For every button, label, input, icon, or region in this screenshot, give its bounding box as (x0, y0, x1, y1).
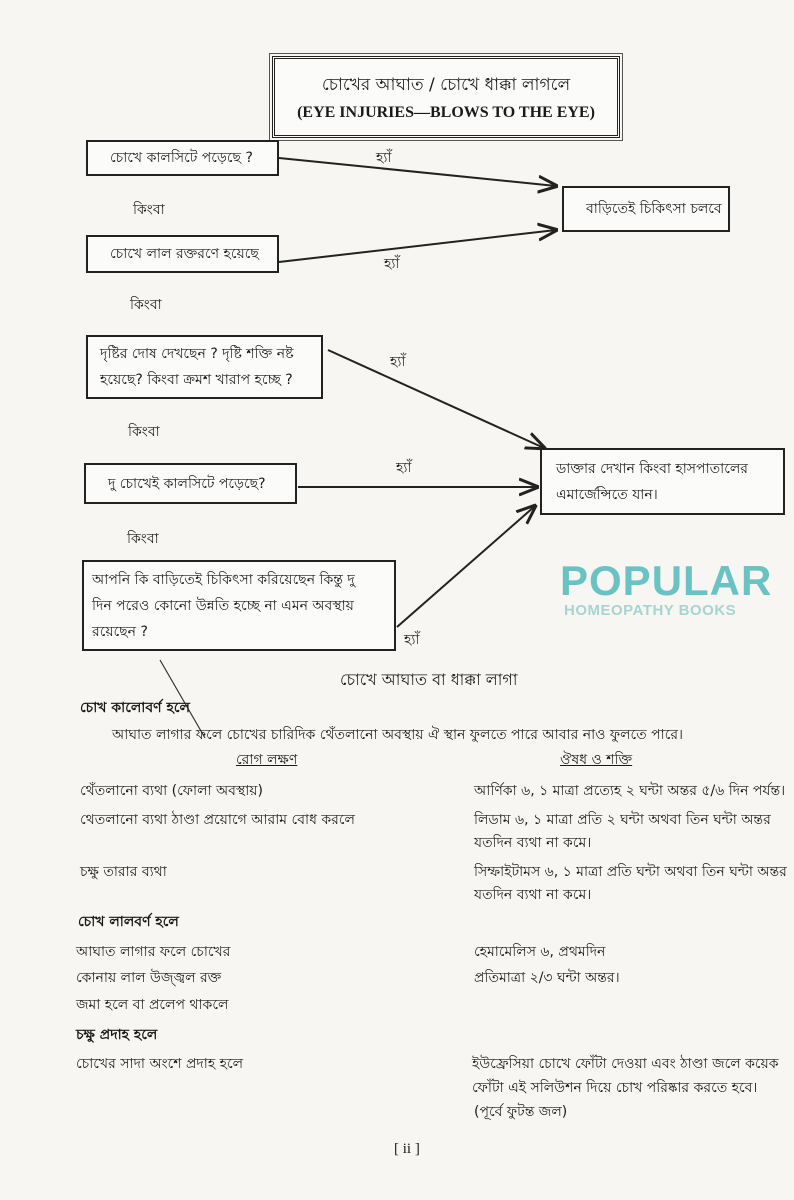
yes-label: হ্যাঁ (396, 460, 412, 476)
question-box-3 (86, 335, 323, 399)
medicine-text: লিডাম ৬, ১ মাত্রা প্রতি ২ ঘন্টা অথবা তিন ঘন্টা অন্তর (474, 812, 771, 828)
watermark-text: POPULAR (560, 557, 773, 604)
medicine-text: হেমামেলিস ৬, প্রথমদিন (474, 944, 606, 960)
question-text: দিন পরেও কোনো উন্নতি হচ্ছে না এমন অবস্থায় (92, 597, 354, 614)
medicine-text: ফোঁটা এই সলিউশন দিয়ে চোখ পরিষ্কার করতে হবে। (472, 1080, 758, 1096)
question-text: আপনি কি বাড়িতেই চিকিৎসা করিয়েছেন কিন্তু দু (92, 571, 355, 588)
symptom-text: জমা হলে বা প্রলেপ থাকলে (76, 997, 229, 1013)
medicine-text: যতদিন ব্যথা না কমে। (474, 887, 592, 903)
question-box-5 (82, 560, 396, 651)
title-box (272, 56, 620, 138)
symptom-text: থেতলানো ব্যথা ঠাণ্ডা প্রয়োগে আরাম বোধ করলে (80, 812, 355, 828)
medicine-text: যতদিন ব্যথা না কমে। (474, 835, 592, 851)
section-title: চোখে আঘাত বা ধাক্কা লাগা (340, 670, 518, 689)
or-label: কিংবা (133, 202, 165, 218)
or-label: কিংবা (130, 297, 162, 313)
subheading-inflammation: চক্ষু প্রদাহ হলে (76, 1027, 158, 1043)
yes-label: হ্যাঁ (390, 354, 406, 370)
outcome-doctor-text: এমার্জেন্সিতে যান। (556, 486, 658, 503)
arrow-q3-doctor (328, 350, 544, 448)
outcome-doctor-text: ডাক্তার দেখান কিংবা হাসপাতালের (556, 460, 748, 477)
arrow-q1-home (279, 158, 556, 186)
subheading-red-eye: চোখ লালবর্ণ হলে (78, 914, 179, 930)
outcome-doctor-box (540, 448, 785, 515)
arrow-q5-doctor (397, 506, 535, 627)
outcome-home-text: বাড়িতেই চিকিৎসা চলবে (586, 201, 722, 217)
question-text: দৃষ্টির দোষ দেখছেন ? দৃষ্টি শক্তি নষ্ট (100, 346, 294, 362)
symptom-text: কোনায় লাল উজ্জ্বল রক্ত (76, 970, 222, 986)
symptom-text: চোখের সাদা অংশে প্রদাহ হলে (76, 1056, 244, 1072)
symptom-text: আঘাত লাগার ফলে চোখের (76, 944, 231, 960)
question-box-1 (86, 140, 279, 176)
or-label: কিংবা (128, 424, 160, 440)
intro-text: আঘাত লাগার ফলে চোখের চারিদিক থেঁতলানো অবস্থায় ঐ স্থান ফুলতে পারে আবার নাও ফুলতে পারে। (112, 727, 684, 743)
question-text: দু চোখেই কালসিটে পড়েছে? (108, 475, 266, 492)
watermark-logo (560, 557, 773, 619)
outcome-home-box (562, 186, 730, 232)
title-bengali: চোখের আঘাত / চোখে ধাক্কা লাগলে (321, 75, 571, 95)
arrow-q2-home (279, 230, 556, 262)
or-label: কিংবা (127, 531, 159, 547)
medicine-text: সিম্ফাইটামস ৬, ১ মাত্রা প্রতি ঘন্টা অথবা তিন ঘন্টা অন্তর (474, 864, 787, 880)
yes-label: হ্যাঁ (384, 256, 400, 272)
medicine-text: প্রতিমাত্রা ২/৩ ঘন্টা অন্তর। (474, 970, 620, 986)
yes-label: হ্যাঁ (376, 150, 392, 166)
medicine-text: ইউফ্রেসিয়া চোখে ফোঁটা দেওয়া এবং ঠাণ্ডা জলে কয়েক (472, 1056, 779, 1072)
column-header-medicine: ঔষধ ও শক্তি (560, 752, 633, 768)
question-text: চোখে কালসিটে পড়েছে ? (110, 150, 253, 166)
subheading-black-eye: চোখ কালোবর্ণ হলে (80, 700, 190, 716)
question-text: চোখে লাল রক্তরণে হয়েছে (110, 246, 259, 262)
question-box-4 (84, 463, 297, 504)
medicine-text: (পূর্বে ফুটন্ত জল) (474, 1104, 568, 1120)
question-text: রয়েছেন ? (92, 623, 148, 640)
symptom-text: থেঁতলানো ব্যথা (ফোলা অবস্থায়) (80, 783, 263, 799)
yes-label: হ্যাঁ (404, 632, 420, 648)
symptom-text: চক্ষু তারার ব্যথা (80, 864, 167, 880)
column-header-symptom: রোগ লক্ষণ (236, 752, 298, 768)
title-english: (EYE INJURIES—BLOWS TO THE EYE) (297, 104, 595, 121)
question-text: হয়েছে? কিংবা ক্রমশ খারাপ হচ্ছে ? (100, 372, 293, 388)
page-number: [ ii ] (394, 1141, 420, 1157)
medicine-text: আর্ণিকা ৬, ১ মাত্রা প্রত্যেহ ২ ঘন্টা অন্তর ৫/৬ দিন পর্যন্ত। (474, 783, 786, 799)
watermark-subtext: HOMEOPATHY BOOKS (564, 602, 737, 619)
question-box-2 (86, 235, 279, 273)
